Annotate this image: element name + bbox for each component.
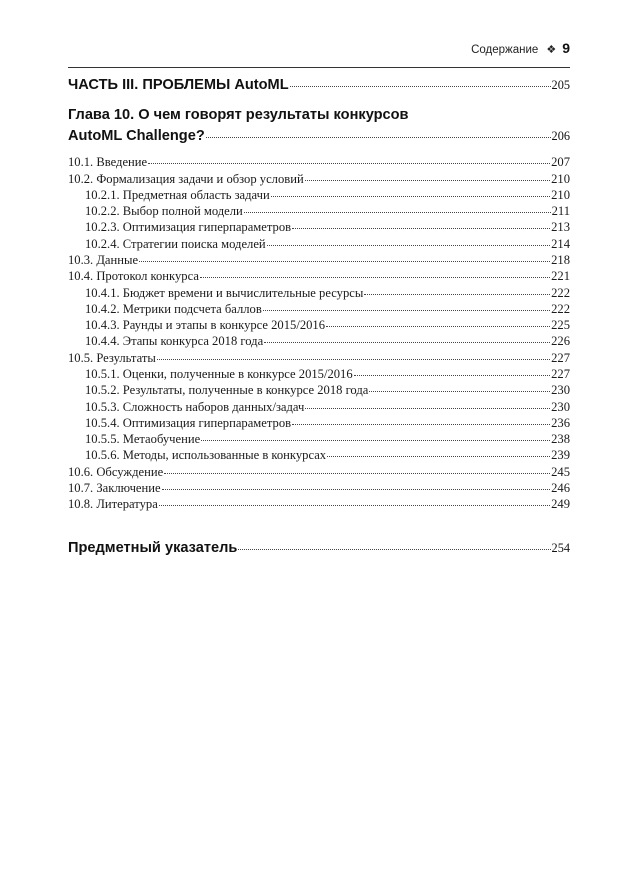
toc-entry-title: 10.8. Литература	[68, 497, 158, 511]
toc-index-title: Предметный указатель	[68, 540, 238, 556]
toc-page-number: 214	[551, 237, 570, 251]
toc-entry-title: 10.4.4. Этапы конкурса 2018 года	[85, 334, 264, 348]
toc-page-number: 249	[551, 497, 570, 511]
toc-section-entry[interactable]	[68, 496, 570, 513]
toc-subsection-entry[interactable]	[85, 399, 570, 416]
toc-leader-dots	[164, 473, 550, 474]
toc-subsection-entry[interactable]	[85, 447, 570, 464]
toc-leader-dots	[139, 261, 550, 262]
toc-section-entry[interactable]	[68, 464, 570, 481]
toc-leader-dots	[327, 456, 550, 457]
toc-entry-title: 10.5.1. Оценки, полученные в конкурсе 2015/2016	[85, 367, 353, 381]
toc-page-number: 238	[551, 432, 570, 446]
toc-section-entry[interactable]	[68, 268, 570, 285]
toc-page-number: 246	[551, 481, 570, 495]
toc-leader-dots	[326, 326, 550, 327]
toc-subsection-entry[interactable]	[85, 317, 570, 334]
toc-entry-title: 10.7. Заключение	[68, 481, 161, 495]
toc-page-number: 221	[551, 269, 570, 283]
toc-leader-dots	[263, 310, 550, 311]
toc-leader-dots	[354, 375, 550, 376]
toc-leader-dots	[305, 180, 550, 181]
toc-page-number: 213	[551, 220, 570, 234]
toc-leader-dots	[292, 424, 550, 425]
toc-subsection-entry[interactable]	[85, 366, 570, 383]
toc-leader-dots	[264, 342, 550, 343]
toc-leader-dots	[206, 137, 551, 138]
toc-leader-dots	[271, 196, 550, 197]
toc-entry-title: 10.3. Данные	[68, 253, 139, 267]
toc-subsection-entry[interactable]	[85, 219, 570, 236]
toc-leader-dots	[159, 505, 550, 506]
toc-subsection-entry[interactable]	[85, 236, 570, 253]
toc-part-title: ЧАСТЬ III. ПРОБЛЕМЫ AutoML	[68, 77, 289, 93]
toc-entry-title: 10.2.2. Выбор полной модели	[85, 204, 243, 218]
toc-entry-title: 10.2. Формализация задачи и обзор условий	[68, 172, 304, 186]
toc-entry-title: 10.4. Протокол конкурса	[68, 269, 199, 283]
toc-page-number: 227	[551, 351, 570, 365]
toc-subsection-entry[interactable]	[85, 382, 570, 399]
toc-leader-dots	[369, 391, 550, 392]
toc-entry-title: 10.2.4. Стратегии поиска моделей	[85, 237, 266, 251]
toc-entry-title: 10.5.2. Результаты, полученные в конкурсе 2018 года	[85, 383, 369, 397]
toc-entry-title: 10.6. Обсуждение	[68, 465, 164, 479]
toc-entry-title: 10.2.3. Оптимизация гиперпараметров	[85, 220, 292, 234]
toc-section-entry[interactable]	[68, 154, 570, 171]
toc-leader-dots	[148, 163, 550, 164]
diamond-bullet-icon: ❖	[546, 44, 557, 56]
toc-page-number: 227	[551, 367, 570, 381]
toc-entry-title: 10.4.3. Раунды и этапы в конкурсе 2015/2016	[85, 318, 326, 332]
toc-page-number: 226	[551, 334, 570, 348]
toc-page-number: 236	[551, 416, 570, 430]
toc-subsection-entry[interactable]	[85, 415, 570, 432]
toc-page-number: 206	[551, 129, 570, 143]
toc-page-number: 210	[551, 172, 570, 186]
toc-leader-dots	[238, 549, 550, 550]
toc-subsection-entry[interactable]	[85, 203, 570, 220]
toc-leader-dots	[305, 408, 550, 409]
toc-page-number: 225	[551, 318, 570, 332]
toc-entry-title: 10.1. Введение	[68, 155, 148, 169]
toc-page-number: 207	[551, 155, 570, 169]
toc-page-number: 239	[551, 448, 570, 462]
toc-page-number: 211	[551, 204, 570, 218]
toc-leader-dots	[201, 440, 550, 441]
toc-subsection-entry[interactable]	[85, 431, 570, 448]
toc-page-number: 222	[551, 286, 570, 300]
toc-entry-title: 10.5.3. Сложность наборов данных/задач	[85, 400, 305, 414]
toc-leader-dots	[292, 228, 550, 229]
toc-section-entry[interactable]	[68, 480, 570, 497]
toc-page-number: 205	[551, 78, 570, 92]
toc-page-number: 210	[551, 188, 570, 202]
page-number: 9	[562, 40, 570, 56]
toc-page-number: 222	[551, 302, 570, 316]
toc-subsection-entry[interactable]	[85, 285, 570, 302]
toc-part-entry[interactable]	[68, 77, 570, 93]
toc-section-entry[interactable]	[68, 350, 570, 367]
toc-leader-dots	[157, 359, 550, 360]
toc-entry-title: 10.4.1. Бюджет времени и вычислительные ресурсы	[85, 286, 364, 300]
toc-leader-dots	[267, 245, 550, 246]
toc-chapter-title-line2: AutoML Challenge?	[68, 128, 205, 144]
toc-entry-title: 10.2.1. Предметная область задачи	[85, 188, 270, 202]
toc-chapter-entry[interactable]	[68, 128, 570, 144]
header-rule	[68, 67, 570, 68]
toc-page-number: 254	[551, 541, 570, 555]
toc-page-number: 218	[551, 253, 570, 267]
toc-page-number: 245	[551, 465, 570, 479]
toc-subsection-entry[interactable]	[85, 187, 570, 204]
toc-entry-title: 10.5.5. Метаобучение	[85, 432, 201, 446]
toc-subsection-entry[interactable]	[85, 301, 570, 318]
toc-leader-dots	[244, 212, 551, 213]
toc-index-entry[interactable]	[68, 540, 570, 556]
toc-page-number: 230	[551, 383, 570, 397]
toc-leader-dots	[364, 294, 550, 295]
toc-entry-title: 10.5.6. Методы, использованные в конкурсах	[85, 448, 327, 462]
toc-leader-dots	[290, 86, 551, 87]
running-header	[68, 40, 570, 64]
toc-section-entry[interactable]	[68, 171, 570, 188]
toc-page-number: 230	[551, 400, 570, 414]
toc-leader-dots	[162, 489, 551, 490]
toc-subsection-entry[interactable]	[85, 333, 570, 350]
header-title: Содержание	[471, 44, 539, 56]
toc-entry-title: 10.4.2. Метрики подсчета баллов	[85, 302, 262, 316]
toc-entry-title: 10.5. Результаты	[68, 351, 156, 365]
toc-leader-dots	[200, 277, 550, 278]
toc-entry-title: 10.5.4. Оптимизация гиперпараметров	[85, 416, 292, 430]
toc-chapter-title-line1[interactable]: Глава 10. О чем говорят результаты конкурсов	[68, 107, 409, 123]
toc-section-entry[interactable]	[68, 252, 570, 269]
